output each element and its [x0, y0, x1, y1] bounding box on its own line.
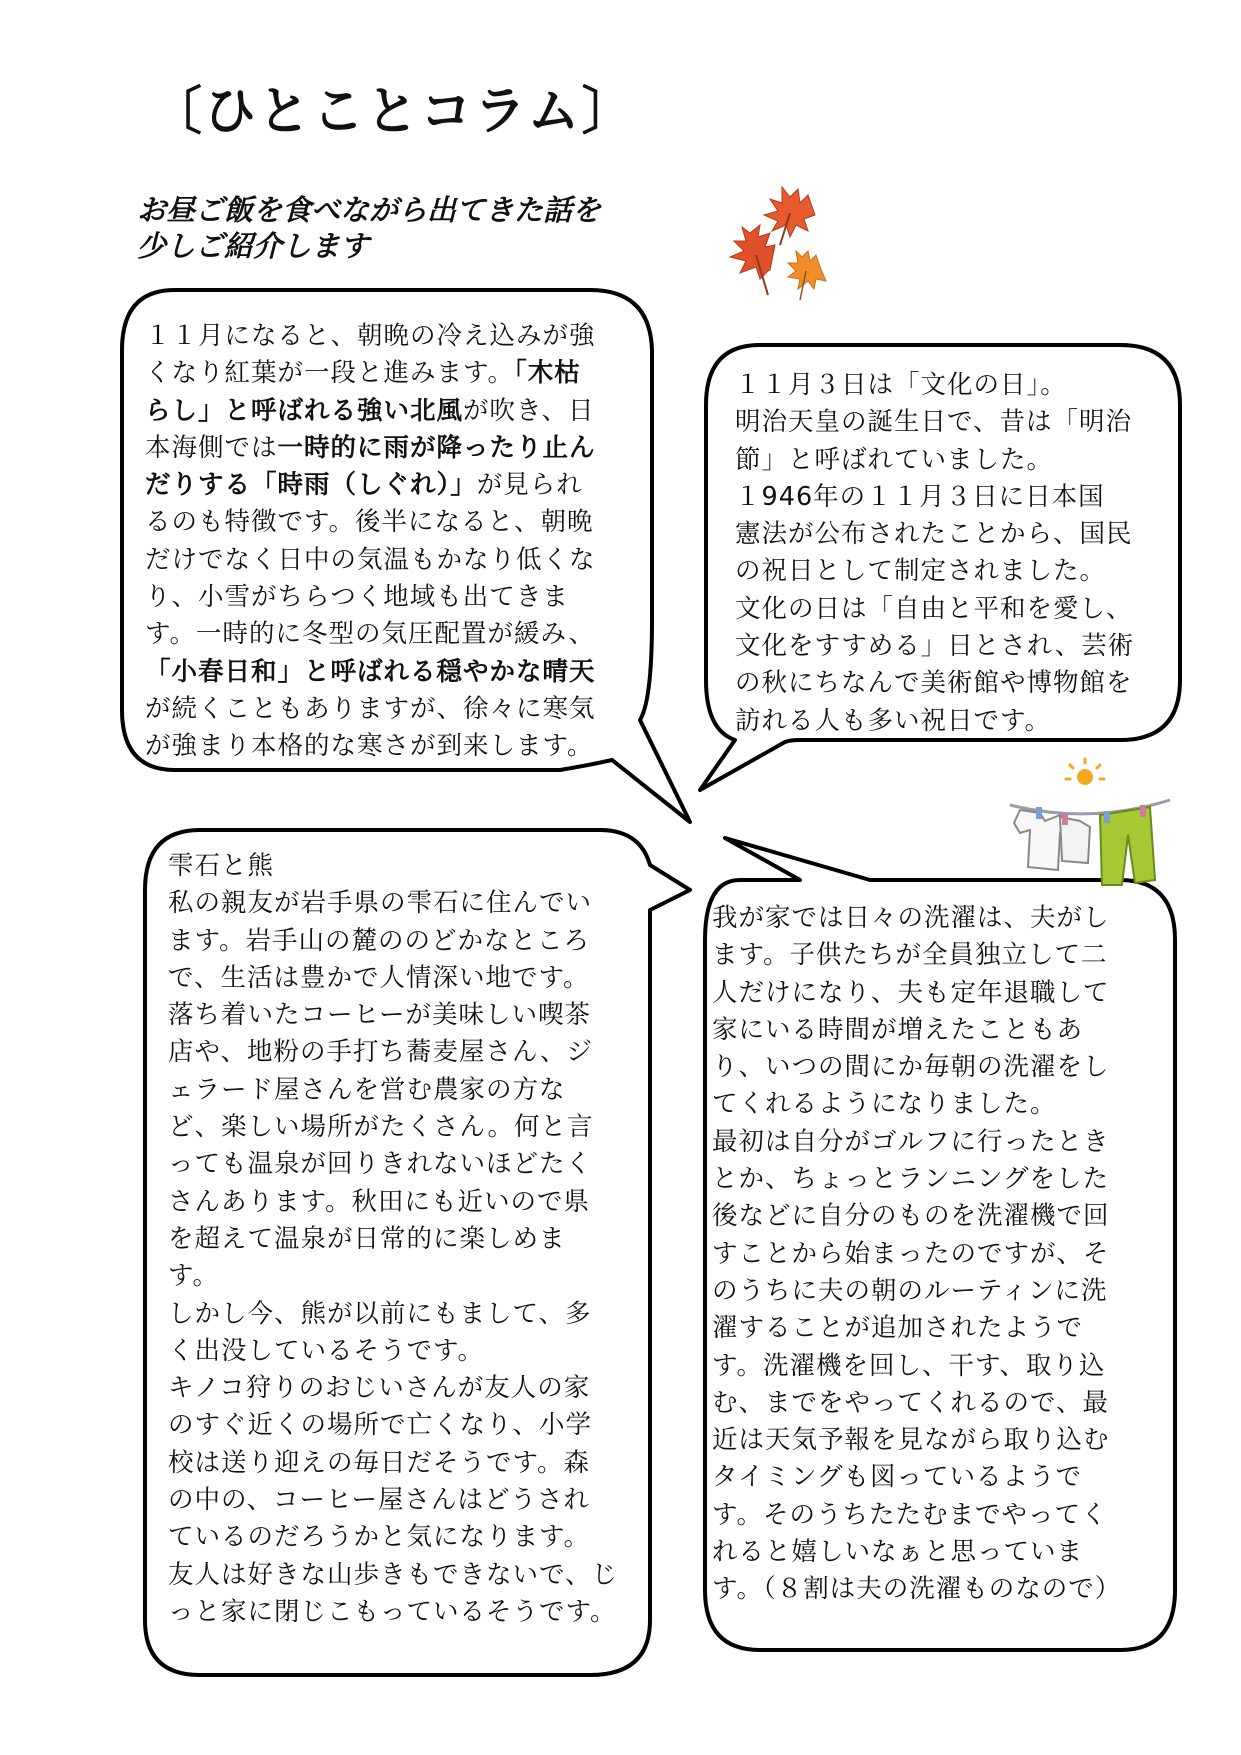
page-title: 〔ひとことコラム〕: [150, 82, 636, 142]
column-culture-day: [735, 367, 1134, 740]
subtitle-line-1: お昼ご飯を食べながら出てきた話を: [137, 193, 602, 227]
body-text: １１月になると、朝晩の冷え込みが強: [145, 321, 596, 351]
body-text: が見られ: [476, 470, 583, 501]
column-shizukuishi-bears: [168, 848, 618, 1631]
emphasis-text: 「木枯: [513, 358, 581, 389]
column-line: っと家に閉じこもっているそうです。: [168, 1596, 617, 1627]
column-line: 人だけになり、夫も定年退職して: [712, 977, 1110, 1008]
column-line: ているのだろうかと気になります。: [168, 1522, 590, 1553]
body-text: だけでなく日中の気温もかなり低くな: [145, 544, 596, 575]
column-line: 濯することが追加されたようで: [712, 1313, 1084, 1344]
column-line: [145, 616, 596, 653]
column-line: さんあります。秋田にも近いので県: [168, 1186, 590, 1217]
body-text: が強まり本格的な寒さが到来します。: [145, 731, 594, 762]
column-line: [145, 355, 596, 392]
maple-leaf-orange-icon: [788, 251, 826, 300]
subtitle-line-2: 少しご紹介します: [137, 229, 370, 263]
column-line: 家にいる時間が増えたこともあ: [712, 1014, 1084, 1045]
column-line: 近は天気予報を見ながら取り込む: [712, 1425, 1110, 1456]
body-text: くなり紅葉が一段と進みます。: [145, 358, 514, 389]
column-line: す。そのうちたたむまでやってく: [712, 1499, 1108, 1530]
column-line: す。（８割は夫の洗濯ものなので）: [712, 1574, 1122, 1605]
column-line: とか、ちょっとランニングをした: [712, 1164, 1109, 1195]
emphasis-text: 一時的に雨が降ったり止ん: [277, 432, 596, 463]
column-line: ェラード屋さんを営む農家の方な: [168, 1074, 566, 1105]
column-line: 最初は自分がゴルフに行ったとき: [712, 1126, 1110, 1157]
column-line: で、生活は豊かで人情深い地です。: [168, 962, 590, 993]
column-line: 雫石と熊: [168, 851, 275, 881]
column-line: ど、楽しい場所がたくさん。何と言: [168, 1112, 594, 1143]
column-line: のすぐ近くの場所で亡くなり、小学: [168, 1410, 593, 1441]
column-line: 明治天皇の誕生日で、昔は「明治: [735, 407, 1132, 438]
column-line: ます。岩手山の麓ののどかなところ: [168, 925, 590, 956]
column-line: １946年の１１月３日に日本国: [735, 481, 1105, 512]
column-line: 我が家では日々の洗濯は、夫がし: [712, 903, 1110, 933]
column-line: 文化の日は「自由と平和を愛し、: [735, 593, 1133, 624]
shirt-icon: [1014, 810, 1090, 870]
emphasis-text: 「小春日和」と呼ばれる穏やかな晴天: [145, 656, 596, 687]
maple-leaf-red-top-icon: [764, 187, 815, 245]
emphasis-text: らし」と呼ばれる強い北風: [145, 395, 464, 426]
column-line: り、いつの間にか毎朝の洗濯をし: [712, 1052, 1110, 1083]
maple-leaf-red-large-icon: [730, 225, 775, 295]
column-line: の中の、コーヒー屋さんはどうされ: [168, 1485, 590, 1516]
column-line: [145, 318, 596, 355]
clothespin-4: [1140, 805, 1146, 817]
column-line: 節」と呼ばれていました。: [735, 444, 1054, 475]
column-line: キノコ狩りのおじいさんが友人の家: [168, 1373, 591, 1404]
column-line: タイミングも図っているようで: [712, 1462, 1082, 1493]
column-line: む、までをやってくれるので、最: [712, 1387, 1109, 1418]
column-line: 落ち着いたコーヒーが美味しい喫茶: [168, 1000, 591, 1031]
column-line: [145, 467, 596, 504]
column-line: しかし今、熊が以前にもまして、多: [168, 1298, 592, 1329]
column-line: 憲法が公布されたことから、国民: [735, 519, 1133, 550]
body-text: が吹き、日: [463, 395, 595, 426]
clothespin-2: [1062, 813, 1068, 825]
column-line: 友人は好きな山歩きもできないで、じ: [168, 1559, 618, 1590]
maple-leaves-icon: [720, 175, 850, 315]
column-line: れると嬉しいなぁと思っていま: [712, 1537, 1084, 1568]
clothespin-1: [1036, 807, 1042, 819]
clothespin-3: [1104, 811, 1110, 823]
column-line: [145, 654, 596, 691]
column-line: [145, 504, 596, 541]
laundry-line-with-sun-icon: [1000, 755, 1180, 895]
column-line: の秋にちなんで美術館や博物館を: [735, 668, 1133, 699]
body-text: 本海側では: [145, 432, 278, 463]
column-line: てくれるようになりました。: [712, 1089, 1057, 1120]
column-line: く出没しているそうです。: [168, 1335, 484, 1366]
column-line: を超えて温泉が日常的に楽しめま: [168, 1223, 566, 1254]
column-line: [145, 579, 596, 616]
column-line: のうちに夫の朝のルーティンに洗: [712, 1275, 1108, 1306]
column-line: [145, 393, 596, 430]
column-line: 訪れる人も多い祝日です。: [735, 705, 1051, 736]
column-line: 校は送り迎えの毎日だそうです。森: [168, 1447, 590, 1478]
column-line: すことから始まったのですが、そ: [712, 1238, 1110, 1269]
column-line: １１月３日は「文化の日」。: [735, 370, 1067, 400]
body-text: す。一時的に冬型の気圧配置が緩み、: [145, 619, 595, 650]
column-line: ます。子供たちが全員独立して二: [712, 940, 1108, 971]
column-line: 店や、地粉の手打ち蕎麦屋さん、ジ: [168, 1037, 594, 1068]
column-line: [145, 542, 596, 579]
emphasis-text: だりする「時雨（しぐれ）」: [145, 470, 477, 501]
column-line: [145, 430, 596, 467]
body-text: が続くこともありますが、徐々に寒気: [145, 693, 596, 724]
body-text: るのも特徴です。後半になると、朝晩: [145, 507, 594, 538]
column-line: [145, 691, 596, 728]
column-line: す。洗濯機を回し、干す、取り込: [712, 1350, 1106, 1381]
column-line: [145, 728, 596, 765]
column-line: 文化をすすめる」日とされ、芸術: [735, 631, 1135, 662]
column-line: 後などに自分のものを洗濯機で回: [712, 1201, 1110, 1232]
column-line: っても温泉が回りきれないほどたく: [168, 1149, 593, 1180]
column-line: 私の親友が岩手県の雫石に住んでい: [168, 888, 593, 919]
column-line: す。: [168, 1261, 219, 1292]
body-text: り、小雪がちらつく地域も出てきま: [145, 582, 569, 613]
column-line: の祝日として制定されました。: [735, 556, 1107, 587]
column-autumn-weather: [145, 318, 596, 766]
sun-icon: [1066, 759, 1104, 785]
column-laundry: [712, 900, 1121, 1609]
